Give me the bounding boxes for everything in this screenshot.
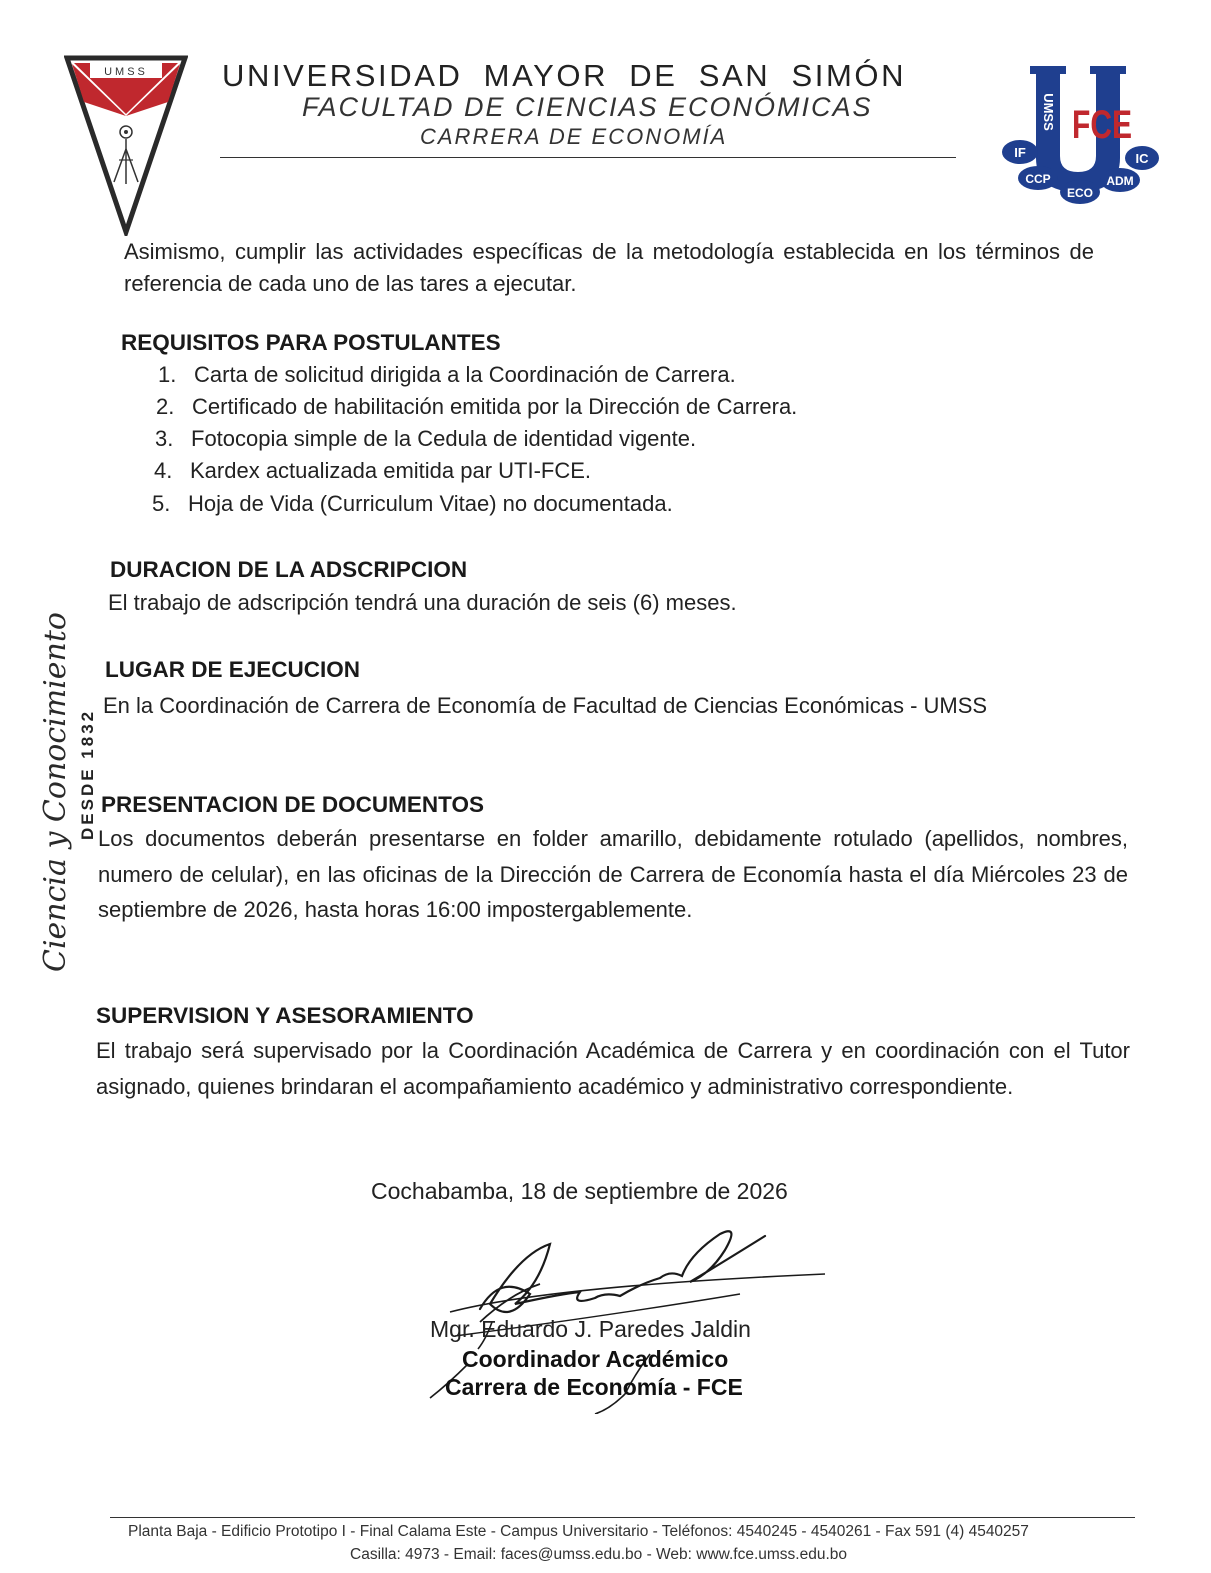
list-item [155,426,696,452]
duracion-heading: DURACION DE LA ADSCRIPCION [110,557,468,582]
side-motto: Ciencia y Conocimiento [38,612,73,972]
list-item-text: Certificado de habilitación emitida por la Dirección de Carrera. [192,394,798,419]
list-item-text: Kardex actualizada emitida par UTI-FCE. [190,458,592,483]
faculty-name: FACULTAD DE CIENCIAS ECONÓMICAS [302,92,873,122]
fce-badge-eco: ECO [1066,186,1094,200]
header-divider [220,157,956,158]
signatory-career: Carrera de Economía - FCE [445,1374,743,1400]
footer-contact: Casilla: 4973 - Email: faces@umss.edu.bo - Web: www.fce.umss.edu.bo [350,1546,848,1563]
list-item-text: Fotocopia simple de la Cedula de identidad vigente. [191,426,697,451]
date-line: Cochabamba, 18 de septiembre de 2026 [371,1178,788,1204]
list-item-number: 2. [156,394,175,419]
side-since: DESDE 1832 [78,708,97,840]
fce-badge-adm: ADM [1106,174,1134,188]
signatory-title: Coordinador Académico [462,1346,729,1372]
umss-logo-label: UMSS [104,66,148,78]
list-item-text: Carta de solicitud dirigida a la Coordinación de Carrera. [194,362,736,387]
signatory-name: Mgr. Eduardo J. Paredes Jaldin [430,1316,751,1342]
footer-divider [110,1517,1135,1518]
requisitos-heading: REQUISITOS PARA POSTULANTES [121,330,501,355]
fce-badge-if: IF [1014,145,1026,160]
list-item-number: 4. [154,458,173,483]
list-item-number: 3. [155,426,174,451]
fce-badge-ic: IC [1135,151,1149,166]
umss-shield-logo [64,54,188,236]
list-item [152,491,673,517]
supervision-heading: SUPERVISION Y ASESORAMIENTO [96,1003,474,1028]
fce-logo [1000,60,1160,210]
footer-address: Planta Baja - Edificio Prototipo I - Final Calama Este - Campus Universitario - Teléfonos: 4540245 - 4540261 - Fax 591 (4) 4540257 [128,1523,1029,1540]
career-name: CARRERA DE ECONOMÍA [420,124,728,149]
university-name: UNIVERSIDAD MAYOR DE SAN SIMÓN [222,58,907,93]
list-item-number: 5. [152,491,171,516]
fce-logo-vertical-text: UMSS [1041,93,1056,131]
fce-logo-main-text: FCE [1072,103,1132,147]
presentacion-text: Los documentos deberán presentarse en folder amarillo, debidamente rotulado (apellidos, nombres, numero de celular), en las oficinas de la Dirección de Carrera de Economía hasta el día Miércoles 23 de septiembre de 2026, hasta horas 16:00 impostergablemente. [98,826,1128,922]
supervision-text: El trabajo será supervisado por la Coordinación Académica de Carrera y en coordinación con el Tutor asignado, quienes brindaran el acompañamiento académico y administrativo correspondiente. [96,1038,1130,1099]
list-item [158,362,736,388]
list-item-text: Hoja de Vida (Curriculum Vitae) no documentada. [188,491,673,516]
list-item [154,458,591,484]
presentacion-heading: PRESENTACION DE DOCUMENTOS [101,792,484,817]
list-item-number: 1. [158,362,177,387]
fce-badge-ccp: CCP [1025,172,1051,186]
intro-paragraph: Asimismo, cumplir las actividades específicas de la metodología establecida en los términos de referencia de cada uno de las tares a ejecutar. [124,239,1094,296]
list-item [156,394,797,420]
duracion-text: El trabajo de adscripción tendrá una duración de seis (6) meses. [108,590,737,615]
lugar-text: En la Coordinación de Carrera de Economía de Facultad de Ciencias Económicas - UMSS [103,693,988,718]
lugar-heading: LUGAR DE EJECUCION [105,657,361,682]
